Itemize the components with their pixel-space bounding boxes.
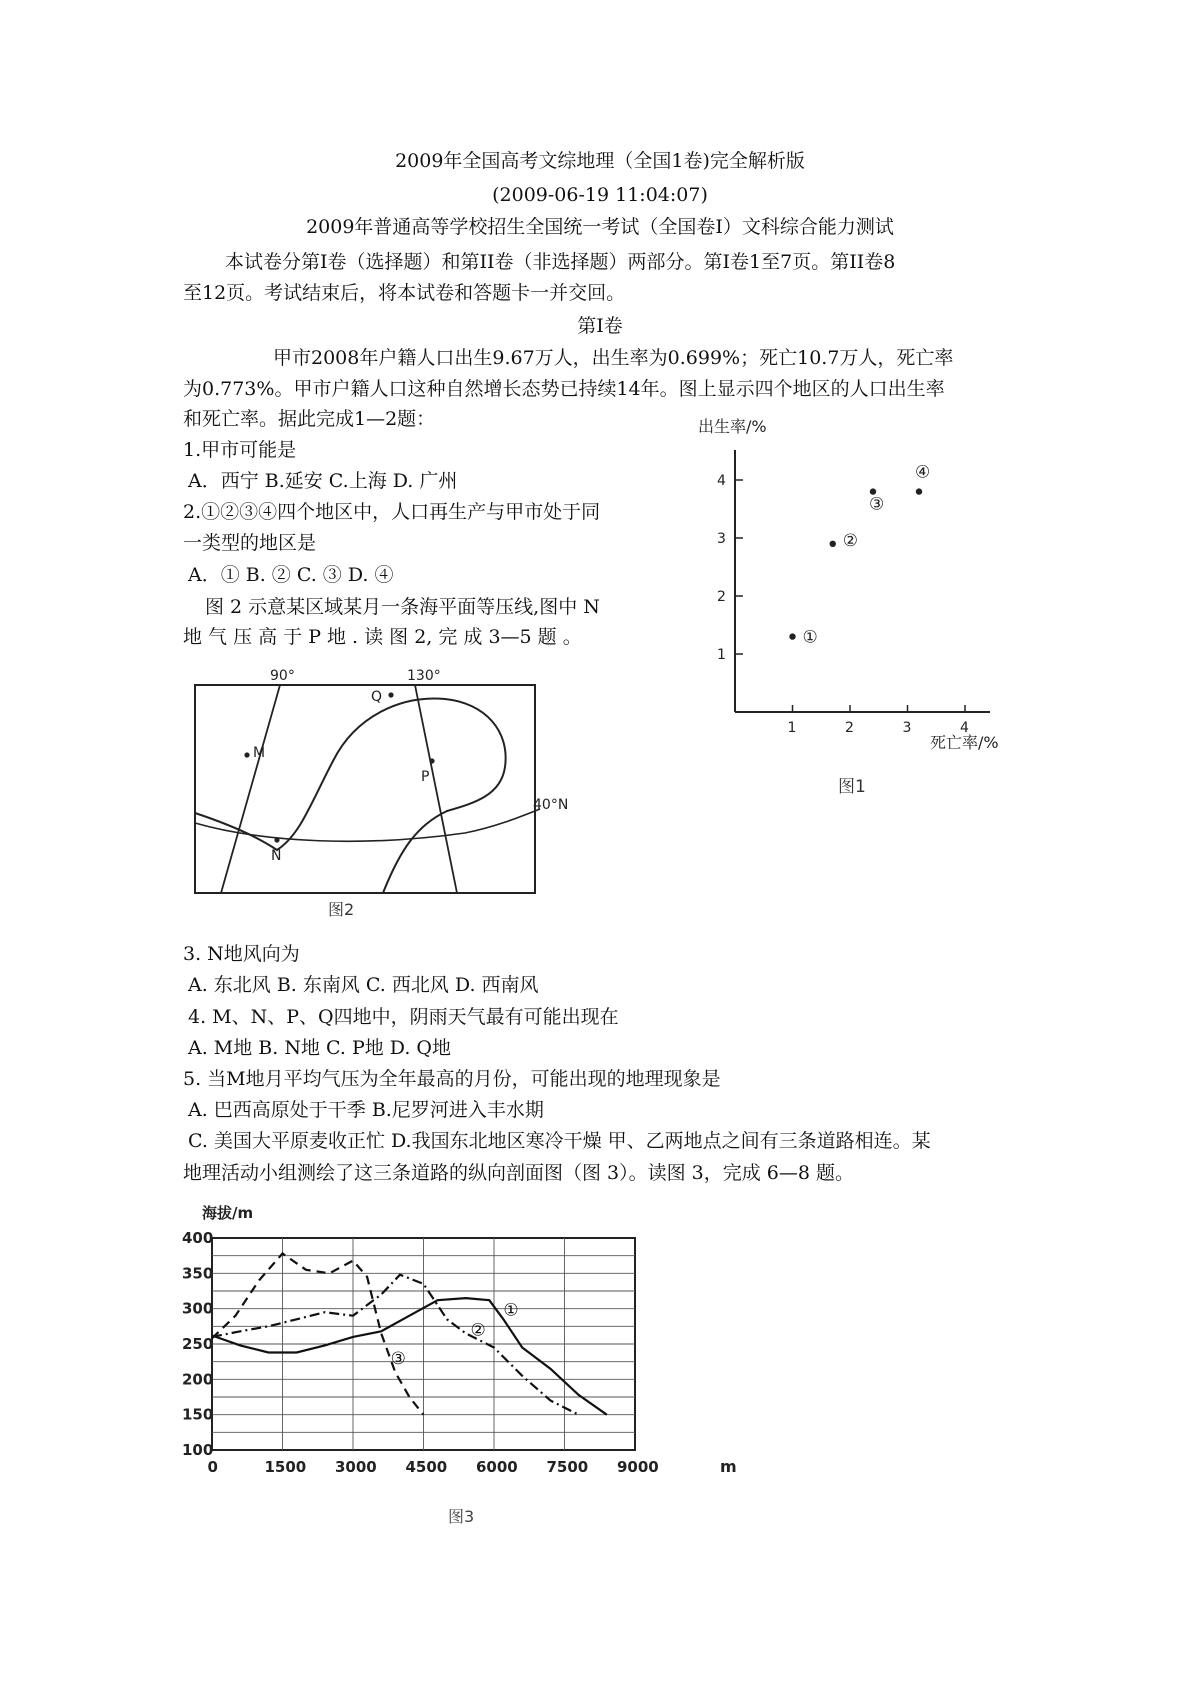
passage2-line-2: 地 气 压 高 于 P 地 . 读 图 2, 完 成 3—5 题 。 bbox=[183, 626, 582, 648]
fig2-label-p: P bbox=[421, 769, 430, 785]
fig1-point-label: ③ bbox=[869, 494, 885, 515]
q4-options: A. M地 B. N地 C. P地 D. Q地 bbox=[188, 1037, 451, 1059]
fig3-xlabel: m bbox=[720, 1457, 737, 1476]
q1-stem: 1.甲市可能是 bbox=[183, 439, 297, 461]
fig3-series-label: ② bbox=[470, 1320, 486, 1341]
fig2-frame bbox=[195, 685, 535, 893]
q5-options-cd: C. 美国大平原麦收正忙 D.我国东北地区寒冷干燥 甲、乙两地点之间有三条道路相连。某 bbox=[188, 1130, 931, 1152]
figure-1-scatter bbox=[690, 410, 1030, 830]
fig2-meridian-130 bbox=[415, 685, 457, 893]
fig3-ylabel: 海拔/m bbox=[202, 1204, 254, 1222]
q1-options: A．西宁 B.延安 C.上海 D. 广州 bbox=[188, 470, 458, 492]
figure-3-profile bbox=[180, 1200, 760, 1530]
fig1-xtick-label: 3 bbox=[902, 720, 912, 736]
intro-line-1: 本试卷分第I卷（选择题）和第II卷（非选择题）两部分。第I卷1至7页。第II卷8 bbox=[225, 251, 896, 273]
fig1-point-label: ① bbox=[802, 627, 818, 648]
fig3-ytick-label: 400 bbox=[182, 1229, 214, 1247]
fig3-xtick-label: 1500 bbox=[264, 1458, 307, 1476]
fig2-label-q: Q bbox=[371, 689, 383, 705]
fig2-caption: 图2 bbox=[328, 900, 355, 919]
fig3-ytick-label: 200 bbox=[182, 1370, 214, 1389]
fig3-caption: 图3 bbox=[448, 1507, 475, 1526]
passage1-line-2: 为0.773%。甲市户籍人口这种自然增长态势已持续14年。图上显示四个地区的人口出生率 bbox=[183, 378, 945, 400]
fig3-ytick-label: 150 bbox=[182, 1405, 214, 1424]
fig2-point-q bbox=[388, 692, 393, 697]
page-title: 2009年全国高考文综地理（全国1卷)完全解析版 bbox=[395, 150, 805, 172]
fig2-point-p bbox=[429, 758, 434, 763]
intro-line-2: 至12页。考试结束后，将本试卷和答题卡一并交回。 bbox=[183, 282, 626, 304]
fig3-xtick-label: 0 bbox=[207, 1458, 218, 1476]
passage2-line-1: 图 2 示意某区域某月一条海平面等压线,图中 N bbox=[205, 596, 600, 618]
fig1-point bbox=[789, 633, 795, 639]
fig3-series-label: ① bbox=[503, 1300, 519, 1321]
q2-stem-1: 2.①②③④四个地区中，人口再生产与甲市处于同 bbox=[183, 501, 601, 523]
q5-stem: 5. 当M地月平均气压为全年最高的月份，可能出现的地理现象是 bbox=[183, 1068, 721, 1090]
fig3-ytick-label: 300 bbox=[182, 1299, 214, 1318]
section-title: 第I卷 bbox=[577, 315, 623, 337]
exam-title: 2009年普通高等学校招生全国统一考试（全国卷I）文科综合能力测试 bbox=[306, 216, 894, 238]
passage1-line-3: 和死亡率。据此完成1—2题： bbox=[183, 408, 436, 430]
passage3-line: 地理活动小组测绘了这三条道路的纵向剖面图（图 3）。读图 3，完成 6—8 题。 bbox=[183, 1162, 855, 1184]
fig2-label-m: M bbox=[253, 745, 266, 761]
fig1-caption: 图1 bbox=[838, 777, 866, 797]
fig3-xtick-label: 4500 bbox=[405, 1458, 448, 1476]
fig2-label-n: N bbox=[271, 848, 282, 864]
fig1-ytick-label: 3 bbox=[717, 531, 726, 547]
fig2-lat-40n: 40°N bbox=[533, 797, 569, 813]
fig1-xlabel: 死亡率/% bbox=[930, 733, 999, 752]
q3-stem: 3. N地风向为 bbox=[183, 943, 300, 965]
fig2-isobar bbox=[195, 699, 506, 893]
fig3-ytick-label: 250 bbox=[182, 1335, 214, 1353]
fig1-ylabel: 出生率/% bbox=[698, 417, 767, 436]
fig3-xtick-label: 7500 bbox=[546, 1458, 589, 1476]
fig3-series-line bbox=[212, 1254, 424, 1415]
fig2-lon-90: 90° bbox=[270, 668, 295, 684]
q4-stem: 4. M、N、P、Q四地中，阴雨天气最有可能出现在 bbox=[188, 1006, 619, 1028]
passage1-line-1: 甲市2008年户籍人口出生9.67万人，出生率为0.699%；死亡10.7万人，死亡率 bbox=[273, 347, 954, 369]
fig1-ytick-label: 2 bbox=[717, 589, 726, 605]
q3-options: A. 东北风 B. 东南风 C. 西北风 D. 西南风 bbox=[188, 974, 539, 996]
fig1-ytick-label: 4 bbox=[717, 473, 726, 489]
fig1-point-label: ④ bbox=[915, 462, 931, 483]
fig1-point bbox=[916, 488, 922, 494]
timestamp: (2009-06-19 11:04:07) bbox=[492, 184, 708, 206]
fig3-xtick-label: 6000 bbox=[476, 1458, 518, 1476]
fig2-lon-130: 130° bbox=[407, 668, 441, 684]
fig1-xtick-label: 4 bbox=[960, 720, 969, 736]
fig2-point-n bbox=[274, 837, 279, 842]
fig3-series-label: ③ bbox=[390, 1348, 406, 1369]
q2-options: A．① B. ② C. ③ D. ④ bbox=[188, 564, 394, 586]
q2-stem-2: 一类型的地区是 bbox=[183, 532, 317, 554]
fig1-ytick-label: 1 bbox=[717, 647, 726, 663]
q5-options-ab: A. 巴西高原处于干季 B.尼罗河进入丰水期 bbox=[188, 1099, 544, 1121]
fig3-xtick-label: 9000 bbox=[617, 1458, 659, 1476]
fig2-parallel-40n bbox=[195, 809, 540, 841]
fig3-ytick-label: 350 bbox=[182, 1264, 214, 1283]
fig2-point-m bbox=[244, 752, 249, 757]
fig3-ytick-label: 100 bbox=[182, 1441, 214, 1459]
fig1-point-label: ② bbox=[842, 530, 858, 551]
fig3-xtick-label: 3000 bbox=[335, 1458, 377, 1476]
fig3-series-line bbox=[212, 1275, 579, 1415]
figure-2-isobar-map bbox=[185, 665, 595, 925]
fig1-point bbox=[830, 541, 836, 547]
fig1-xtick-label: 2 bbox=[845, 720, 854, 736]
fig1-xtick-label: 1 bbox=[787, 720, 797, 736]
